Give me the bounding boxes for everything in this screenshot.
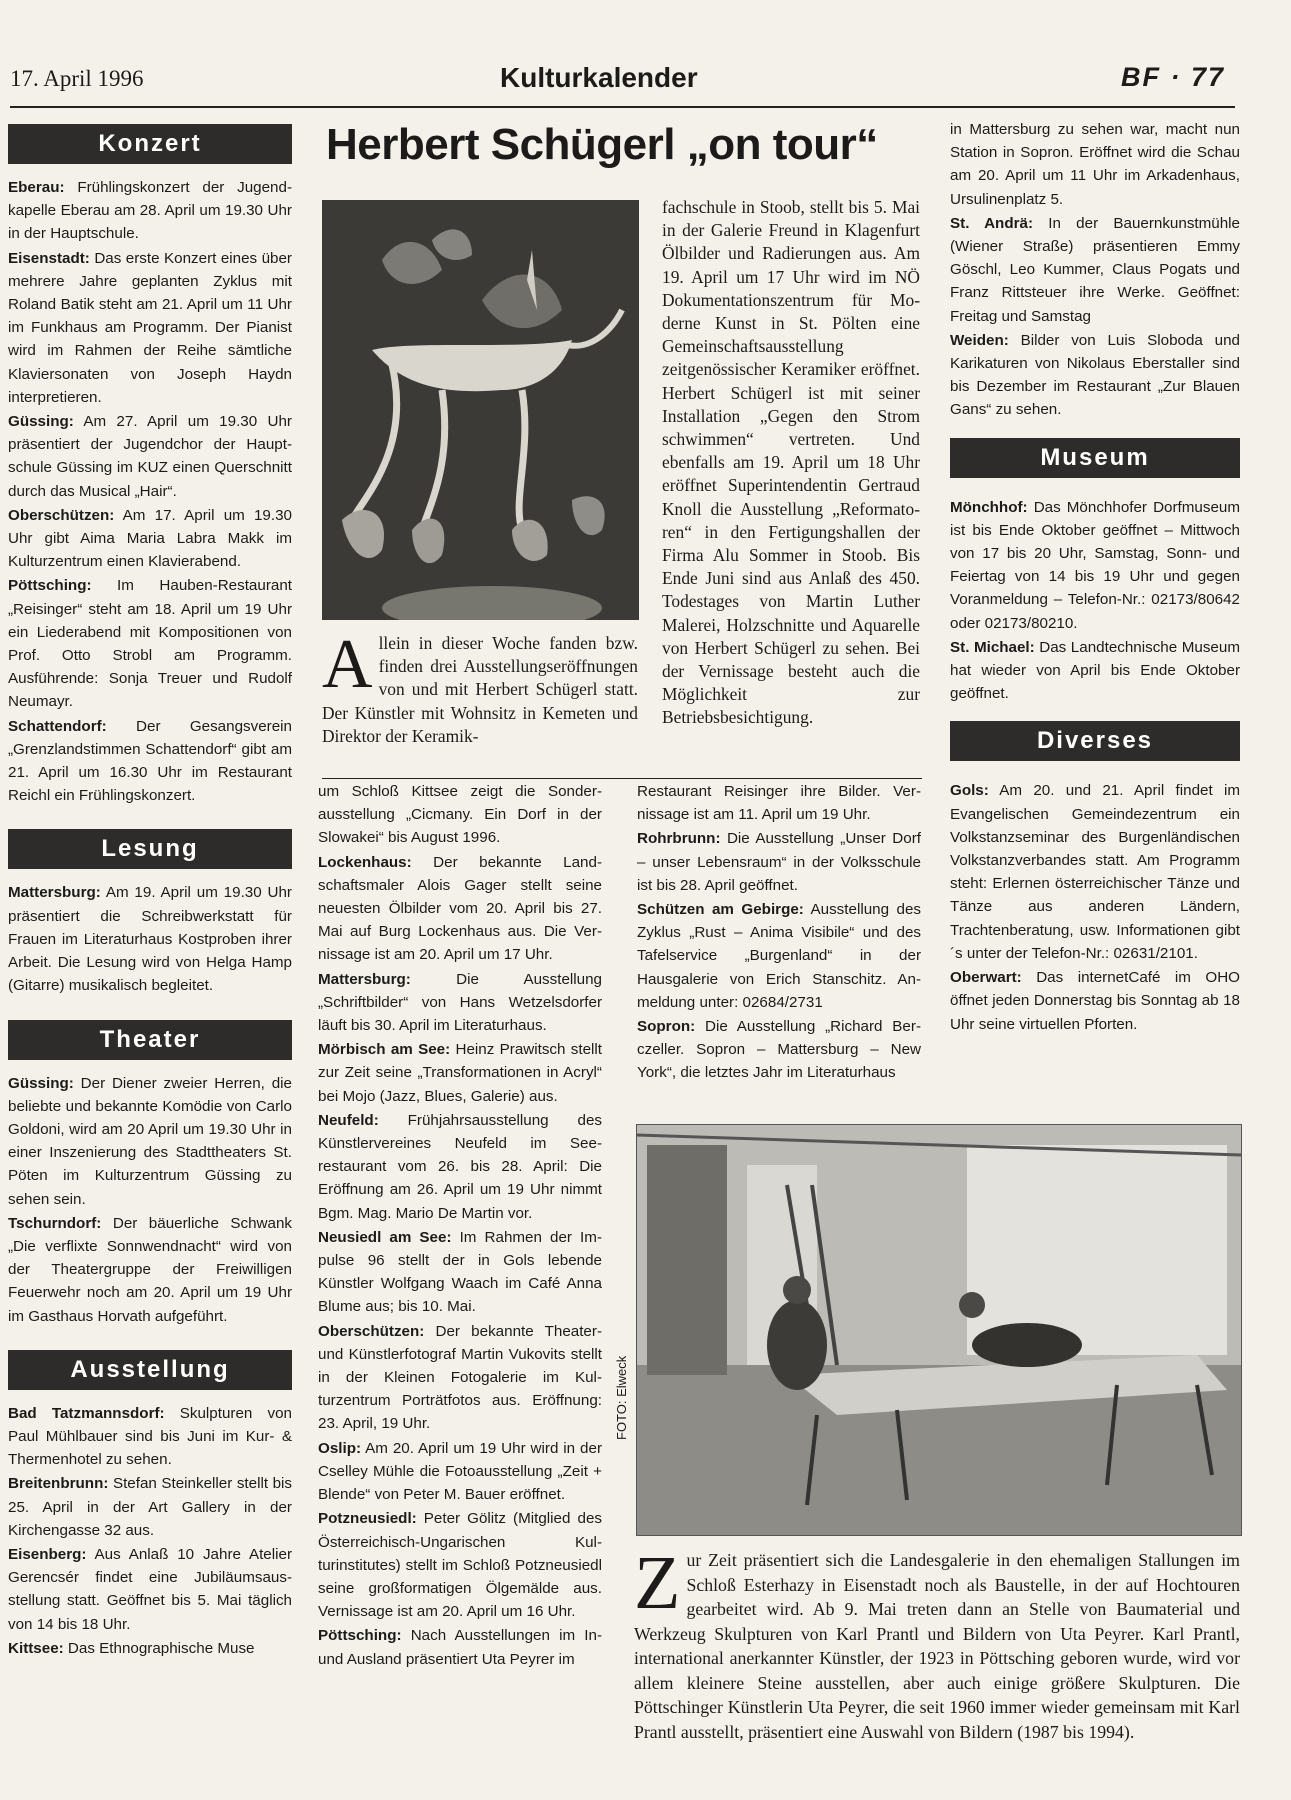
listing-place: Breitenbrunn:	[8, 1475, 109, 1493]
listing-entry	[8, 715, 292, 808]
page-header	[10, 64, 1235, 108]
listing-place: St. Michael:	[950, 638, 1035, 656]
listing-entry	[637, 898, 921, 1014]
listing-entry	[950, 779, 1240, 965]
listing-entry	[318, 851, 602, 967]
listing-text: Heinz Prawitsch stellt zur Zeit seine „Transformationen in Acryl“ bei Mojo (Jazz, Blues, Galerie) aus.	[318, 1041, 602, 1105]
left-column	[8, 130, 292, 1661]
listing-entry	[950, 496, 1240, 635]
feature-dropcap: A	[322, 626, 373, 703]
gallery-article	[634, 1541, 1240, 1744]
listing-entry	[950, 329, 1240, 422]
listing-place: Neusiedl am See:	[318, 1228, 452, 1246]
listing-entry	[8, 410, 292, 503]
listing-entry	[637, 827, 921, 897]
listing-entry	[8, 1072, 292, 1211]
listing-text: Frühlingskonzert der Jugendkapelle Eberau am 28. April um 19.30 Uhr in der Hauptschule.	[8, 179, 292, 243]
listing-text: Das Mönchhofer Dorfmuseum ist bis Ende Oktober geöffnet – Mittwoch von 17 bis 20 Uhr, Samstag, Sonn- und Feiertag von 14 bis 19 Uhr und gegen Voranmeldung – Telefon-Nr.: 02173/80642 oder 02173/80210.	[950, 498, 1240, 632]
listing-place: Potzneusiedl:	[318, 1510, 417, 1528]
listing-entry	[637, 1015, 921, 1085]
listing-entry	[8, 1543, 292, 1636]
listing-place: Eberau:	[8, 179, 65, 196]
listing-text: Das internetCafé im OHO öffnet jeden Donnerstag bis Sonntag ab 18 Uhr seine virtuellen Pforten.	[950, 969, 1240, 1033]
listing-text: Der bäuerliche Schwank „Die verflixte Sonnwendnacht“ wird von der Theatergruppe der Freiwilligen Feuerwehr noch am 20. April um 19 Uhr im Gasthaus Horvath aufgeführt.	[8, 1214, 292, 1325]
feature-text-lead	[322, 626, 638, 748]
listing-text: Am 20. April um 19 Uhr wird in der Cselley Mühle die Fotoausstellung „Zeit + Blende“ von Peter M. Bauer eröffnet.	[318, 1439, 602, 1504]
listing-place: Tschurndorf:	[8, 1214, 102, 1232]
listing-place: St. Andrä:	[950, 214, 1034, 232]
listing-text: Bilder von Luis Sloboda und Karikaturen von Nikolaus Eberstaller sind bis Dezember im Restaurant „Zur Blauen Gans“ zu sehen.	[950, 331, 1240, 419]
construction-photo	[636, 1124, 1242, 1536]
section-heading-konzert: Konzert	[8, 124, 292, 164]
listing-entry	[8, 574, 292, 713]
ausstellung-list	[8, 1402, 292, 1660]
listing-text: Im Hauben-Restaurant „Reisinger“ steht am 18. April um 19 Uhr ein Liederabend mit Kompositionen von Prof. Otto Strobl am Programm. Ausführende: Sonja Treuer und Rudolf Neumayr.	[8, 577, 292, 711]
listing-text: Das Landtechnische Museum hat wieder von April bis Ende Oktober geöffnet.	[950, 638, 1240, 703]
listing-place: Mönchhof:	[950, 498, 1028, 516]
listing-text: Im Rahmen der Impulse 96 stellt der in Gols lebende Künstler Wolfgang Waach im Café Anna Blume aus; bis 10. Mai.	[318, 1228, 602, 1316]
listing-place: Gols:	[950, 782, 989, 800]
listing-entry	[8, 504, 292, 574]
listing-place: Kittsee:	[8, 1639, 64, 1657]
listing-entry	[8, 1402, 292, 1472]
middle-column	[318, 780, 602, 1672]
listing-text: Skulpturen von Paul Mühlbauer sind bis Juni im Kur- & Thermenhotel zu sehen.	[8, 1404, 292, 1469]
listing-place: Oslip:	[318, 1439, 362, 1457]
listing-text: Am 19. April um 19.30 Uhr präsentiert die Schreibwerkstatt für Frauen im Literaturhaus Kostproben ihrer Arbeit. Die Lesung wird von Helga Hamp (Gitarre) musikalisch begleitet.	[8, 884, 292, 995]
gallery-article-text: ur Zeit präsentiert sich die Landesgalerie in den ehemaligen Stallungen im Schloß Esterhazy in Eisenstadt noch als Baustelle, in der auf Hochtouren gearbeitet wird. Ab 9. Mai treten dann an Stelle von Baumaterial und Werkzeug Skulpturen von Karl Prantl und Bildern von Uta Peyrer. Karl Prantl, international anerkannter Künstler, der 1923 in Pöttsching geboren wurde, wird vor allem kleinere Steine ausstellen, aber auch einige größere Skulpturen. Die Pöttschinger Künstlerin Uta Peyrer, die seit 1960 immer wieder gemeinsam mit Karl Prantl ausstellt, präsentiert eine Auswahl von Bildern (1987 bis 1994).	[634, 1550, 1240, 1742]
listing-text: Stefan Steinkeller stellt bis 25. April in der Art Gallery in der Kirchengasse 32 aus.	[8, 1475, 292, 1539]
listing-text: Am 20. und 21. April findet im Evangelischen Gemeindezentrum ein Volkstanzseminar des Burgenländischen Volkstanzverbandes statt. Am Programm steht: Erlernen österreichischer Tänze und Tänze aus anderen Ländern, Trachtenberatung, usw. Informationen gibt´s unter der Telefon-Nr.: 02631/2101.	[950, 782, 1240, 962]
listing-text: Aus Anlaß 10 Jahre Atelier Gerencsér findet eine Jubiläumsausstellung statt. Geöffnet bis 5. Mai täglich von 14 bis 18 Uhr.	[8, 1545, 292, 1633]
listing-text: Frühjahrsausstellung des Künstlervereines Neufeld im Seerestaurant vom 26. bis 28. April: Die Eröffnung am 26. April um 19 Uhr nimmt Bgm. Mag. Mario De Martin vor.	[318, 1111, 602, 1222]
listing-entry	[8, 881, 292, 997]
listing-text: Der bekannte Theater- und Künstlerfotograf Martin Vukovits stellt in der Kleinen Fotogalerie im Kulturzentrum Porträtfotos aus. Eröffnung: 23. April, 19 Uhr.	[318, 1322, 602, 1433]
right-column	[950, 118, 1240, 1037]
listing-place: Güssing:	[8, 1074, 74, 1092]
listing-entry	[637, 780, 921, 826]
listing-text: Die Ausstellung „Richard Berczeller. Sopron – Mattersburg – New York“, die letztes Jahr im Literaturhaus	[637, 1018, 921, 1082]
listing-place: Güssing:	[8, 413, 74, 431]
listing-text: Restaurant Reisinger ihre Bilder. Vernissage ist am 11. April um 19 Uhr.	[637, 783, 921, 824]
listing-entry	[950, 118, 1240, 211]
section-heading-theater: Theater	[8, 1020, 292, 1060]
listing-text: Das erste Konzert eines über mehrere Jahre geplanten Zyklus mit Roland Batik steht am 21. April um 11 Uhr im Funkhaus am Programm. Der Pianist wird im Rahmen der Reihe sämtliche Klaviersonaten von Joseph Haydn interpretieren.	[8, 249, 292, 406]
listing-text: In der Bauernkunstmühle (Wiener Straße) präsentieren Emmy Göschl, Leo Kummer, Claus Pogats und Franz Rittsteuer ihre Werke. Geöffnet: Freitag und Samstag	[950, 214, 1241, 325]
listing-place: Eisenstadt:	[8, 249, 90, 267]
listing-entry	[318, 1038, 602, 1108]
listing-entry	[950, 636, 1240, 706]
listing-place: Mattersburg:	[8, 884, 101, 902]
section-heading-lesung: Lesung	[8, 829, 292, 869]
article-headline: Herbert Schügerl „on tour“	[326, 120, 878, 169]
theater-list	[8, 1072, 292, 1328]
listing-entry	[318, 968, 602, 1038]
listing-entry	[8, 1637, 292, 1660]
artwork-image	[322, 200, 639, 620]
listing-place: Mattersburg:	[318, 970, 411, 988]
listing-text: in Mattersburg zu sehen war, macht nun Station in Sopron. Eröffnet wird die Schau am 20. April um 11 Uhr im Arkadenhaus, Ursulinenplatz 5.	[950, 121, 1240, 208]
listing-place: Oberwart:	[950, 969, 1022, 987]
listing-text: Der Gesangsverein „Grenzlandstimmen Schattendorf“ gibt am 21. April um 16.30 Uhr im Restaurant Reichl ein Frühlingskonzert.	[8, 717, 292, 805]
listing-place: Oberschützen:	[8, 506, 115, 524]
listing-entry	[318, 1109, 602, 1225]
listing-place: Bad Tatzmannsdorf:	[8, 1404, 165, 1422]
listing-place: Pöttsching:	[8, 577, 92, 595]
listing-text: Nach Ausstellungen im In- und Ausland präsentiert Uta Peyrer im	[318, 1627, 602, 1668]
horizontal-rule	[322, 778, 922, 779]
listing-entry	[318, 1226, 602, 1319]
middle-column-2	[637, 780, 921, 1086]
section-heading-diverses: Diverses	[950, 721, 1240, 761]
section-title: Kulturkalender	[500, 62, 698, 93]
listing-text: Der bekannte Landschaftsmaler Alois Gager stellt seine neuesten Ölbilder vom 20. April bis 27. Mai auf Burg Lockenhaus aus. Die Vernissage ist am 20. April um 17 Uhr.	[318, 853, 602, 964]
listing-text: um Schloß Kittsee zeigt die Sonderausstellung „Cicmany. Ein Dorf in der Slowakei“ bis August 1996.	[318, 783, 602, 847]
listing-entry	[318, 1507, 602, 1623]
listing-entry	[318, 1320, 602, 1436]
listing-text: Peter Gölitz (Mitglied des Österreichisch-Ungarischen Kulturinstitutes) stellt im Schloß Potzneusiedl seine großformatigen Ölgemälde aus. Vernissage ist am 20. April um 16 Uhr.	[318, 1510, 602, 1621]
listing-text: Am 27. April um 19.30 Uhr präsentiert der Jugendchor der Hauptschule Güssing im KUZ einen Querschnitt durch das Musical „Hair“.	[8, 413, 292, 500]
listing-entry	[950, 212, 1240, 328]
listing-entry	[8, 1212, 292, 1328]
museum-list	[950, 496, 1240, 706]
listing-entry	[8, 176, 292, 246]
konzert-list	[8, 176, 292, 807]
gallery-dropcap: Z	[634, 1541, 681, 1625]
listing-place: Eisenberg:	[8, 1545, 87, 1563]
listing-entry	[8, 247, 292, 409]
listing-text: Die Ausstellung „Unser Dorf – unser Lebensraum“ in der Volksschule ist bis 28. April geöffnet.	[637, 830, 921, 894]
listing-place: Schützen am Gebirge:	[637, 901, 804, 919]
listing-place: Neufeld:	[318, 1111, 379, 1129]
listing-place: Schattendorf:	[8, 717, 107, 735]
issue-date: 17. April 1996	[10, 66, 144, 91]
photo-credit: FOTO: Elweck	[614, 1355, 629, 1440]
listing-place: Mörbisch am See:	[318, 1041, 451, 1059]
listing-text: Ausstellung des Zyklus „Rust – Anima Visibile“ und des Tafelservice „Burgenland“ in der Hausgalerie von Erich Stanschitz. Anmeldung unter: 02684/2731	[637, 901, 921, 1011]
feature-lead-text: llein in dieser Woche fanden bzw. finden drei Ausstellungseröffnungen von und mit Herbert Schügerl statt. Der Künstler mit Wohnsitz in Kemeten und Direktor der Keramik-	[322, 633, 638, 746]
listing-place: Oberschützen:	[318, 1322, 425, 1340]
section-heading-museum: Museum	[950, 438, 1240, 478]
listing-entry	[8, 1472, 292, 1542]
listing-place: Sopron:	[637, 1018, 696, 1036]
listing-entry	[950, 966, 1240, 1036]
listing-text: Der Diener zweier Herren, die beliebte und bekannte Komödie von Carlo Goldoni, wird am 20 April um 19.30 Uhr in einer Inszenierung des Stadttheaters St. Pöten im Kulturzentrum Güssing zu sehen sein.	[8, 1074, 292, 1208]
feature-text-right: fachschule in Stoob, stellt bis 5. Mai in der Galerie Freund in Klagenfurt Ölbilder und Radierungen aus. Am 19. April um 17 Uhr wird im NÖ Dokumentationszentrum für Moderne Kunst in St. Pölten eine Gemeinschaftsausstellung zeitgenössischer Keramiker eröffnet. Herbert Schügerl ist mit seiner Installation „Gegen den Strom schwimmen“ vertreten. Und ebenfalls am 19. April um 18 Uhr eröffnet Superintendentin Gertraud Knoll die Ausstellung „Reformatoren“ in den Fertigungshallen der Firma Alu Sommer in Stoob. Bis Ende Juni sind aus Anlaß des 450. Todestages von Martin Luther Malerei, Holzschnitte und Aquarelle von Herbert Schügerl zu sehen. Bei der Vernissage besteht auch die Möglichkeit zur Betriebsbesichtigung.	[662, 197, 920, 728]
lesung-list	[8, 881, 292, 997]
listing-place: Pöttsching:	[318, 1627, 402, 1645]
listing-place: Weiden:	[950, 331, 1009, 349]
listing-text: Das Ethnographische Muse	[63, 1639, 255, 1657]
listing-entry	[318, 1624, 602, 1670]
listing-entry	[318, 1437, 602, 1507]
listing-text: Die Ausstellung „Schriftbilder“ von Hans Wetzelsdorfer läuft bis 30. April im Literaturhaus.	[318, 970, 602, 1035]
listing-place: Lockenhaus:	[318, 853, 412, 871]
section-heading-ausstellung: Ausstellung	[8, 1350, 292, 1390]
listing-place: Rohrbrunn:	[637, 830, 721, 848]
listing-text: Am 17. April um 19.30 Uhr gibt Aima Maria Labra Makk im Kulturzentrum einen Klavierabend.	[8, 506, 292, 571]
diverses-list	[950, 779, 1240, 1035]
page-number: BF · 77	[1120, 62, 1225, 92]
listing-entry	[318, 780, 602, 850]
ausstellung-right-list	[950, 118, 1240, 422]
